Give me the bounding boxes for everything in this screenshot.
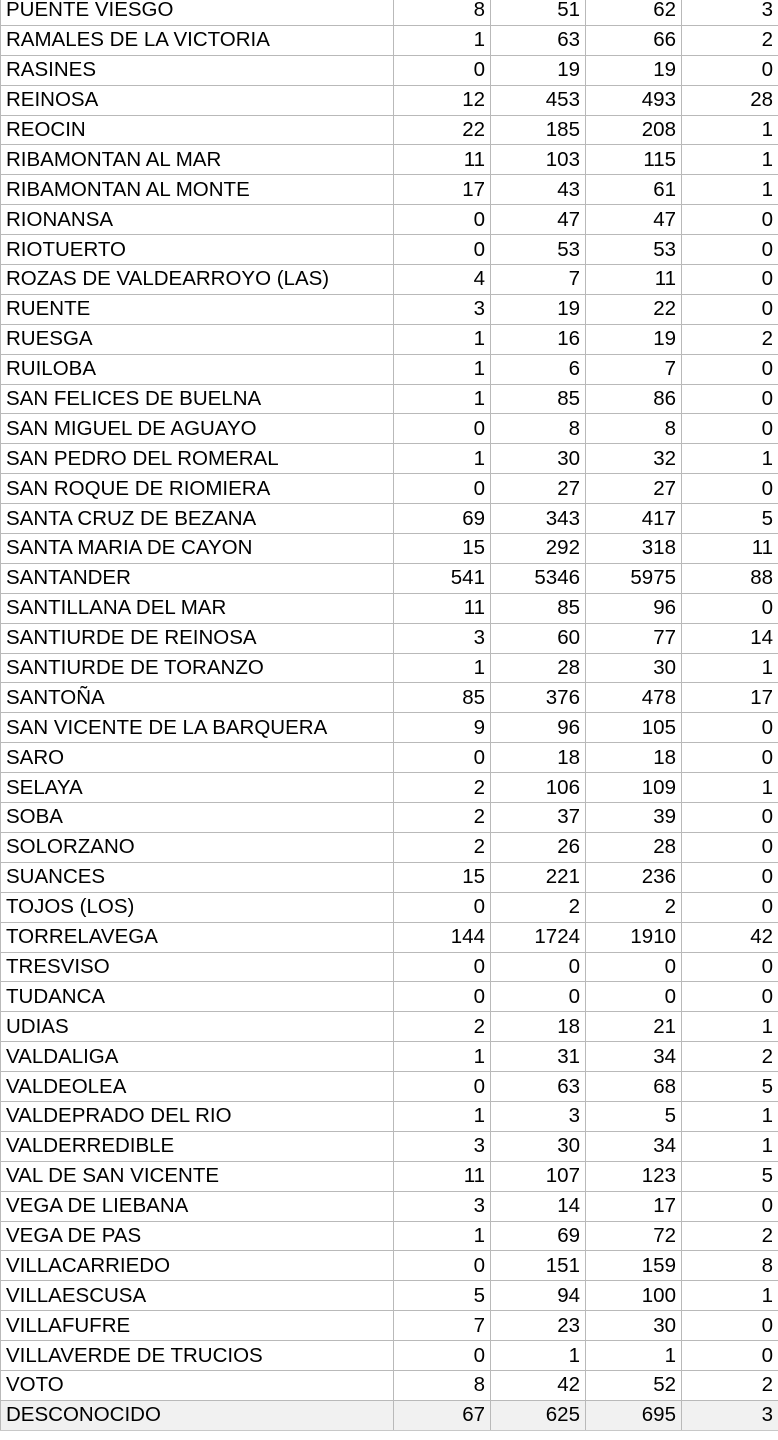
value-cell-col-2[interactable]: 96: [491, 713, 586, 743]
value-cell-col-2[interactable]: 43: [491, 175, 586, 205]
table-row: [1, 1251, 778, 1281]
value-cell-col-2[interactable]: 60: [491, 623, 586, 653]
value-cell-col-2[interactable]: 30: [491, 1131, 586, 1161]
municipality-cell[interactable]: VALDALIGA: [1, 1042, 394, 1072]
value-cell-col-1[interactable]: 11: [394, 145, 491, 175]
value-cell-col-3[interactable]: 47: [586, 205, 682, 235]
value-cell-col-2[interactable]: 28: [491, 653, 586, 683]
value-cell-col-1[interactable]: 144: [394, 922, 491, 952]
value-cell-col-2[interactable]: 69: [491, 1221, 586, 1251]
value-cell-col-3[interactable]: 61: [586, 175, 682, 205]
municipality-cell[interactable]: VILLAFUFRE: [1, 1311, 394, 1341]
value-cell-col-4[interactable]: 0: [682, 713, 778, 743]
value-cell-col-1[interactable]: 0: [394, 1072, 491, 1102]
value-cell-col-1[interactable]: 1: [394, 653, 491, 683]
value-cell-col-2[interactable]: 85: [491, 593, 586, 623]
value-cell-col-4[interactable]: 2: [682, 324, 778, 354]
value-cell-col-3[interactable]: 68: [586, 1072, 682, 1102]
value-cell-col-1[interactable]: 3: [394, 1131, 491, 1161]
value-cell-col-1[interactable]: 1: [394, 444, 491, 474]
table-row: [1, 892, 778, 922]
value-cell-col-2[interactable]: 221: [491, 862, 586, 892]
value-cell-col-2[interactable]: 343: [491, 504, 586, 534]
value-cell-col-3[interactable]: 32: [586, 444, 682, 474]
value-cell-col-4[interactable]: 0: [682, 593, 778, 623]
value-cell-col-3[interactable]: 5975: [586, 563, 682, 593]
value-cell-col-1[interactable]: 22: [394, 115, 491, 145]
value-cell-col-1[interactable]: 0: [394, 205, 491, 235]
value-cell-col-1[interactable]: 11: [394, 1161, 491, 1191]
table-row: [1, 563, 778, 593]
value-cell-col-4[interactable]: 1: [682, 653, 778, 683]
table-row: [1, 773, 778, 803]
value-cell-col-1[interactable]: 1: [394, 384, 491, 414]
municipality-cell[interactable]: VAL DE SAN VICENTE: [1, 1161, 394, 1191]
value-cell-col-1[interactable]: 67: [394, 1400, 491, 1430]
value-cell-col-3[interactable]: 34: [586, 1042, 682, 1072]
value-cell-col-4[interactable]: 1: [682, 115, 778, 145]
value-cell-col-4[interactable]: 2: [682, 1370, 778, 1400]
value-cell-col-1[interactable]: 1: [394, 1221, 491, 1251]
value-cell-col-3[interactable]: 62: [586, 0, 682, 25]
value-cell-col-2[interactable]: 18: [491, 743, 586, 773]
value-cell-col-2[interactable]: 1724: [491, 922, 586, 952]
value-cell-col-2[interactable]: 94: [491, 1281, 586, 1311]
municipality-cell[interactable]: RIOTUERTO: [1, 235, 394, 265]
value-cell-col-2[interactable]: 37: [491, 803, 586, 833]
table-row: [1, 1072, 778, 1102]
value-cell-col-4[interactable]: 0: [682, 1341, 778, 1371]
municipality-cell[interactable]: RUENTE: [1, 294, 394, 324]
value-cell-col-2[interactable]: 7: [491, 265, 586, 295]
table-row: [1, 324, 778, 354]
municipality-cell[interactable]: SANTANDER: [1, 563, 394, 593]
value-cell-col-1[interactable]: 1: [394, 1101, 491, 1131]
table-row: [1, 713, 778, 743]
value-cell-col-3[interactable]: 478: [586, 683, 682, 713]
value-cell-col-1[interactable]: 0: [394, 1251, 491, 1281]
municipality-cell[interactable]: SANTIURDE DE REINOSA: [1, 623, 394, 653]
value-cell-col-2[interactable]: 8: [491, 414, 586, 444]
value-cell-col-2[interactable]: 27: [491, 474, 586, 504]
value-cell-col-3[interactable]: 77: [586, 623, 682, 653]
value-cell-col-2[interactable]: 2: [491, 892, 586, 922]
value-cell-col-4[interactable]: 1: [682, 1131, 778, 1161]
value-cell-col-3[interactable]: 30: [586, 1311, 682, 1341]
value-cell-col-1[interactable]: 3: [394, 1191, 491, 1221]
value-cell-col-3[interactable]: 236: [586, 862, 682, 892]
value-cell-col-4[interactable]: 1: [682, 1012, 778, 1042]
value-cell-col-2[interactable]: 453: [491, 85, 586, 115]
value-cell-col-4[interactable]: 0: [682, 1191, 778, 1221]
table-row: [1, 1311, 778, 1341]
table-row: [1, 922, 778, 952]
municipality-cell[interactable]: PUENTE VIESGO: [1, 0, 394, 25]
value-cell-col-2[interactable]: 26: [491, 832, 586, 862]
table-row: [1, 1161, 778, 1191]
value-cell-col-2[interactable]: 23: [491, 1311, 586, 1341]
value-cell-col-1[interactable]: 7: [394, 1311, 491, 1341]
value-cell-col-4[interactable]: 1: [682, 145, 778, 175]
table-row: [1, 952, 778, 982]
value-cell-col-1[interactable]: 15: [394, 862, 491, 892]
table-row: [1, 1281, 778, 1311]
value-cell-col-1[interactable]: 0: [394, 474, 491, 504]
table-row: [1, 593, 778, 623]
value-cell-col-4[interactable]: 2: [682, 1221, 778, 1251]
table-row: [1, 444, 778, 474]
table-row: [1, 534, 778, 564]
value-cell-col-4[interactable]: 0: [682, 384, 778, 414]
table-row: [1, 683, 778, 713]
value-cell-col-4[interactable]: 0: [682, 982, 778, 1012]
value-cell-col-3[interactable]: 19: [586, 55, 682, 85]
value-cell-col-3[interactable]: 0: [586, 982, 682, 1012]
value-cell-col-1[interactable]: 15: [394, 534, 491, 564]
value-cell-col-2[interactable]: 85: [491, 384, 586, 414]
value-cell-col-4[interactable]: 5: [682, 504, 778, 534]
municipality-cell[interactable]: RIBAMONTAN AL MAR: [1, 145, 394, 175]
municipality-cell[interactable]: SANTA CRUZ DE BEZANA: [1, 504, 394, 534]
municipality-cell[interactable]: RUILOBA: [1, 354, 394, 384]
value-cell-col-3[interactable]: 7: [586, 354, 682, 384]
value-cell-col-3[interactable]: 18: [586, 743, 682, 773]
value-cell-col-3[interactable]: 8: [586, 414, 682, 444]
municipality-cell[interactable]: REINOSA: [1, 85, 394, 115]
table-row: [1, 85, 778, 115]
value-cell-col-3[interactable]: 52: [586, 1370, 682, 1400]
value-cell-col-4[interactable]: 0: [682, 803, 778, 833]
value-cell-col-2[interactable]: 63: [491, 25, 586, 55]
municipality-cell[interactable]: SELAYA: [1, 773, 394, 803]
value-cell-col-2[interactable]: 5346: [491, 563, 586, 593]
table-row: [1, 294, 778, 324]
municipality-cell[interactable]: RIBAMONTAN AL MONTE: [1, 175, 394, 205]
value-cell-col-4[interactable]: 0: [682, 892, 778, 922]
value-cell-col-4[interactable]: 0: [682, 235, 778, 265]
municipality-cell[interactable]: SANTOÑA: [1, 683, 394, 713]
municipality-cell[interactable]: SANTIURDE DE TORANZO: [1, 653, 394, 683]
value-cell-col-1[interactable]: 2: [394, 832, 491, 862]
municipality-cell[interactable]: TRESVISO: [1, 952, 394, 982]
table-row: [1, 653, 778, 683]
municipality-cell[interactable]: SAN MIGUEL DE AGUAYO: [1, 414, 394, 444]
value-cell-col-3[interactable]: 34: [586, 1131, 682, 1161]
value-cell-col-4[interactable]: 0: [682, 265, 778, 295]
municipality-cell[interactable]: VALDEOLEA: [1, 1072, 394, 1102]
value-cell-col-3[interactable]: 66: [586, 25, 682, 55]
value-cell-col-3[interactable]: 96: [586, 593, 682, 623]
municipality-cell[interactable]: RASINES: [1, 55, 394, 85]
table-row: [1, 55, 778, 85]
value-cell-col-4[interactable]: 0: [682, 354, 778, 384]
value-cell-col-2[interactable]: 31: [491, 1042, 586, 1072]
value-cell-col-2[interactable]: 3: [491, 1101, 586, 1131]
table-row: [1, 25, 778, 55]
table-row: [1, 1400, 778, 1430]
value-cell-col-2[interactable]: 18: [491, 1012, 586, 1042]
table-row: [1, 474, 778, 504]
value-cell-col-1[interactable]: 12: [394, 85, 491, 115]
value-cell-col-1[interactable]: 69: [394, 504, 491, 534]
municipality-cell[interactable]: VILLACARRIEDO: [1, 1251, 394, 1281]
value-cell-col-1[interactable]: 11: [394, 593, 491, 623]
municipality-cell[interactable]: SAN PEDRO DEL ROMERAL: [1, 444, 394, 474]
value-cell-col-4[interactable]: 1: [682, 175, 778, 205]
value-cell-col-4[interactable]: 14: [682, 623, 778, 653]
value-cell-col-1[interactable]: 4: [394, 265, 491, 295]
municipality-cell[interactable]: SAN VICENTE DE LA BARQUERA: [1, 713, 394, 743]
value-cell-col-1[interactable]: 3: [394, 294, 491, 324]
value-cell-col-2[interactable]: 185: [491, 115, 586, 145]
value-cell-col-2[interactable]: 1: [491, 1341, 586, 1371]
value-cell-col-4[interactable]: 1: [682, 1101, 778, 1131]
value-cell-col-3[interactable]: 86: [586, 384, 682, 414]
value-cell-col-3[interactable]: 493: [586, 85, 682, 115]
value-cell-col-2[interactable]: 30: [491, 444, 586, 474]
value-cell-col-1[interactable]: 1: [394, 1042, 491, 1072]
value-cell-col-3[interactable]: 53: [586, 235, 682, 265]
value-cell-col-2[interactable]: 292: [491, 534, 586, 564]
value-cell-col-1[interactable]: 9: [394, 713, 491, 743]
value-cell-col-2[interactable]: 42: [491, 1370, 586, 1400]
value-cell-col-3[interactable]: 109: [586, 773, 682, 803]
table-row: [1, 832, 778, 862]
value-cell-col-3[interactable]: 695: [586, 1400, 682, 1430]
value-cell-col-4[interactable]: 5: [682, 1161, 778, 1191]
table-row: [1, 235, 778, 265]
municipality-cell[interactable]: SANTA MARIA DE CAYON: [1, 534, 394, 564]
value-cell-col-3[interactable]: 105: [586, 713, 682, 743]
value-cell-col-3[interactable]: 5: [586, 1101, 682, 1131]
value-cell-col-3[interactable]: 123: [586, 1161, 682, 1191]
municipality-cell[interactable]: VOTO: [1, 1370, 394, 1400]
value-cell-col-1[interactable]: 0: [394, 743, 491, 773]
value-cell-col-3[interactable]: 28: [586, 832, 682, 862]
value-cell-col-1[interactable]: 5: [394, 1281, 491, 1311]
value-cell-col-1[interactable]: 2: [394, 1012, 491, 1042]
municipality-cell[interactable]: VALDERREDIBLE: [1, 1131, 394, 1161]
value-cell-col-2[interactable]: 106: [491, 773, 586, 803]
municipality-cell[interactable]: SOBA: [1, 803, 394, 833]
value-cell-col-4[interactable]: 3: [682, 1400, 778, 1430]
value-cell-col-3[interactable]: 17: [586, 1191, 682, 1221]
value-cell-col-2[interactable]: 19: [491, 55, 586, 85]
value-cell-col-3[interactable]: 417: [586, 504, 682, 534]
value-cell-col-2[interactable]: 16: [491, 324, 586, 354]
value-cell-col-2[interactable]: 103: [491, 145, 586, 175]
table-row: [1, 1341, 778, 1371]
value-cell-col-3[interactable]: 22: [586, 294, 682, 324]
value-cell-col-2[interactable]: 625: [491, 1400, 586, 1430]
value-cell-col-1[interactable]: 8: [394, 1370, 491, 1400]
value-cell-col-1[interactable]: 1: [394, 324, 491, 354]
value-cell-col-1[interactable]: 8: [394, 0, 491, 25]
value-cell-col-2[interactable]: 107: [491, 1161, 586, 1191]
value-cell-col-1[interactable]: 0: [394, 55, 491, 85]
value-cell-col-1[interactable]: 0: [394, 982, 491, 1012]
table-row: [1, 1221, 778, 1251]
municipality-cell[interactable]: VEGA DE PAS: [1, 1221, 394, 1251]
table-row: [1, 175, 778, 205]
municipality-cell[interactable]: VEGA DE LIEBANA: [1, 1191, 394, 1221]
municipality-cell[interactable]: RUESGA: [1, 324, 394, 354]
municipality-cell[interactable]: SOLORZANO: [1, 832, 394, 862]
value-cell-col-3[interactable]: 39: [586, 803, 682, 833]
municipality-cell[interactable]: RIONANSA: [1, 205, 394, 235]
municipality-cell[interactable]: VILLAVERDE DE TRUCIOS: [1, 1341, 394, 1371]
value-cell-col-4[interactable]: 8: [682, 1251, 778, 1281]
value-cell-col-4[interactable]: 0: [682, 832, 778, 862]
municipality-cell[interactable]: SANTILLANA DEL MAR: [1, 593, 394, 623]
value-cell-col-1[interactable]: 0: [394, 235, 491, 265]
value-cell-col-2[interactable]: 6: [491, 354, 586, 384]
value-cell-col-3[interactable]: 1: [586, 1341, 682, 1371]
value-cell-col-2[interactable]: 14: [491, 1191, 586, 1221]
value-cell-col-4[interactable]: 0: [682, 294, 778, 324]
value-cell-col-3[interactable]: 0: [586, 952, 682, 982]
table-body: [1, 0, 778, 1430]
table-row: [1, 265, 778, 295]
value-cell-col-4[interactable]: 2: [682, 1042, 778, 1072]
municipality-cell[interactable]: VILLAESCUSA: [1, 1281, 394, 1311]
value-cell-col-4[interactable]: 0: [682, 743, 778, 773]
value-cell-col-2[interactable]: 19: [491, 294, 586, 324]
municipality-cell[interactable]: SAN FELICES DE BUELNA: [1, 384, 394, 414]
table-row: [1, 1042, 778, 1072]
value-cell-col-1[interactable]: 0: [394, 952, 491, 982]
value-cell-col-1[interactable]: 541: [394, 563, 491, 593]
value-cell-col-4[interactable]: 0: [682, 55, 778, 85]
table-row: [1, 1101, 778, 1131]
municipality-cell[interactable]: TOJOS (LOS): [1, 892, 394, 922]
table-row: [1, 414, 778, 444]
table-row: [1, 1191, 778, 1221]
value-cell-col-4[interactable]: 3: [682, 0, 778, 25]
value-cell-col-4[interactable]: 0: [682, 414, 778, 444]
value-cell-col-3[interactable]: 27: [586, 474, 682, 504]
table-row: [1, 384, 778, 414]
value-cell-col-4[interactable]: 1: [682, 444, 778, 474]
value-cell-col-4[interactable]: 42: [682, 922, 778, 952]
value-cell-col-3[interactable]: 11: [586, 265, 682, 295]
value-cell-col-3[interactable]: 30: [586, 653, 682, 683]
municipality-cell[interactable]: ROZAS DE VALDEARROYO (LAS): [1, 265, 394, 295]
value-cell-col-3[interactable]: 115: [586, 145, 682, 175]
municipality-cell[interactable]: VALDEPRADO DEL RIO: [1, 1101, 394, 1131]
table-row: [1, 205, 778, 235]
value-cell-col-3[interactable]: 100: [586, 1281, 682, 1311]
municipality-cell[interactable]: REOCIN: [1, 115, 394, 145]
value-cell-col-2[interactable]: 151: [491, 1251, 586, 1281]
value-cell-col-1[interactable]: 0: [394, 1341, 491, 1371]
municipality-cell[interactable]: SUANCES: [1, 862, 394, 892]
value-cell-col-1[interactable]: 1: [394, 25, 491, 55]
value-cell-col-1[interactable]: 17: [394, 175, 491, 205]
value-cell-col-4[interactable]: 28: [682, 85, 778, 115]
value-cell-col-3[interactable]: 208: [586, 115, 682, 145]
value-cell-col-1[interactable]: 85: [394, 683, 491, 713]
value-cell-col-2[interactable]: 53: [491, 235, 586, 265]
table-row: [1, 1370, 778, 1400]
value-cell-col-1[interactable]: 3: [394, 623, 491, 653]
table-row: [1, 1012, 778, 1042]
value-cell-col-4[interactable]: 0: [682, 862, 778, 892]
table-row: [1, 145, 778, 175]
value-cell-col-4[interactable]: 0: [682, 952, 778, 982]
table-row: [1, 982, 778, 1012]
value-cell-col-1[interactable]: 2: [394, 803, 491, 833]
value-cell-col-2[interactable]: 0: [491, 952, 586, 982]
value-cell-col-4[interactable]: 88: [682, 563, 778, 593]
table-row: [1, 623, 778, 653]
value-cell-col-2[interactable]: 376: [491, 683, 586, 713]
value-cell-col-4[interactable]: 0: [682, 474, 778, 504]
table-row: [1, 1131, 778, 1161]
value-cell-col-1[interactable]: 0: [394, 892, 491, 922]
value-cell-col-4[interactable]: 17: [682, 683, 778, 713]
municipality-cell[interactable]: SARO: [1, 743, 394, 773]
value-cell-col-1[interactable]: 2: [394, 773, 491, 803]
value-cell-col-4[interactable]: 2: [682, 25, 778, 55]
table-row: [1, 803, 778, 833]
value-cell-col-4[interactable]: 11: [682, 534, 778, 564]
value-cell-col-4[interactable]: 0: [682, 205, 778, 235]
value-cell-col-4[interactable]: 1: [682, 1281, 778, 1311]
value-cell-col-2[interactable]: 51: [491, 0, 586, 25]
table-row: [1, 743, 778, 773]
value-cell-col-1[interactable]: 0: [394, 414, 491, 444]
value-cell-col-2[interactable]: 47: [491, 205, 586, 235]
value-cell-col-4[interactable]: 5: [682, 1072, 778, 1102]
municipality-cell[interactable]: UDIAS: [1, 1012, 394, 1042]
table-row: [1, 354, 778, 384]
table-row: [1, 0, 778, 25]
municipality-cell[interactable]: SAN ROQUE DE RIOMIERA: [1, 474, 394, 504]
value-cell-col-3[interactable]: 72: [586, 1221, 682, 1251]
value-cell-col-2[interactable]: 63: [491, 1072, 586, 1102]
value-cell-col-3[interactable]: 1910: [586, 922, 682, 952]
municipality-cell[interactable]: TUDANCA: [1, 982, 394, 1012]
municipality-cell[interactable]: DESCONOCIDO: [1, 1400, 394, 1430]
value-cell-col-3[interactable]: 19: [586, 324, 682, 354]
table-row: [1, 504, 778, 534]
table-row: [1, 115, 778, 145]
value-cell-col-3[interactable]: 159: [586, 1251, 682, 1281]
value-cell-col-4[interactable]: 0: [682, 1311, 778, 1341]
table-row: [1, 862, 778, 892]
value-cell-col-4[interactable]: 1: [682, 773, 778, 803]
municipality-cell[interactable]: RAMALES DE LA VICTORIA: [1, 25, 394, 55]
value-cell-col-3[interactable]: 2: [586, 892, 682, 922]
value-cell-col-3[interactable]: 21: [586, 1012, 682, 1042]
value-cell-col-3[interactable]: 318: [586, 534, 682, 564]
municipality-cell[interactable]: TORRELAVEGA: [1, 922, 394, 952]
value-cell-col-1[interactable]: 1: [394, 354, 491, 384]
value-cell-col-2[interactable]: 0: [491, 982, 586, 1012]
